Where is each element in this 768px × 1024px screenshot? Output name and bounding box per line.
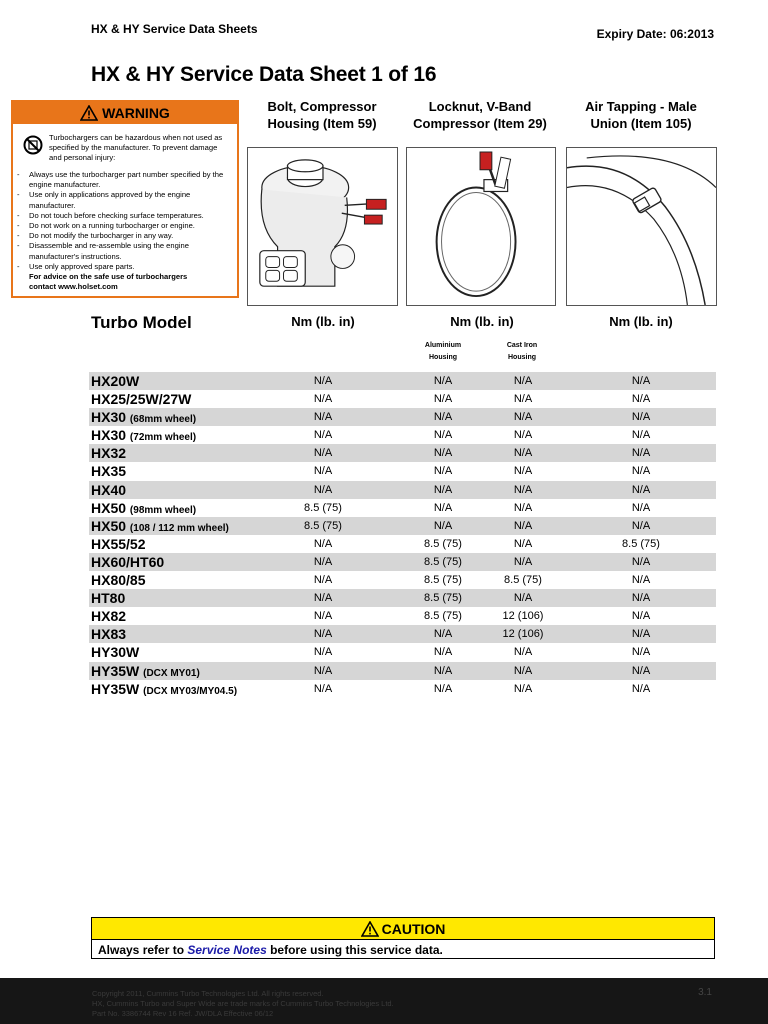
model-name: HX55/52 — [91, 535, 146, 552]
footer-copyright: Copyright 2011, Cummins Turbo Technologies Ltd. All rights reserved. — [92, 989, 324, 998]
cast-iron-value: N/A — [513, 555, 533, 568]
air-tapping-union-illustration — [566, 147, 717, 306]
air-tapping-value: N/A — [631, 592, 651, 605]
bolt-value: N/A — [313, 610, 333, 623]
air-tapping-value: 8.5 (75) — [622, 537, 660, 550]
bolt-value: N/A — [313, 646, 333, 659]
table-row — [89, 553, 716, 571]
cast-iron-value: N/A — [513, 375, 533, 387]
aluminium-value: 8.5 (75) — [424, 574, 462, 587]
aluminium-value: N/A — [433, 429, 453, 442]
model-note: (108 / 112 mm wheel) — [129, 522, 229, 534]
model-note: (68mm wheel) — [129, 414, 197, 426]
aluminium-value: N/A — [433, 682, 453, 695]
air-tapping-value: N/A — [631, 411, 651, 424]
warning-advice-line1: For advice on the safe use of turbochargers — [29, 272, 188, 282]
warning-intro — [13, 126, 237, 166]
header-section-title: HX & HY Service Data Sheets — [91, 22, 258, 36]
warning-intro-text: Turbochargers can be hazardous when not used as specified by the manufacturer. To prevent damage and personal injury: — [49, 133, 223, 162]
cast-iron-value: N/A — [513, 501, 533, 514]
turbocharger-drawing — [248, 148, 397, 305]
bolt-value: N/A — [313, 628, 333, 641]
turbo-model-header: Turbo Model — [91, 313, 192, 332]
model-cell — [91, 681, 237, 700]
air-tapping-value: N/A — [631, 519, 651, 532]
model-name: HX30 — [91, 409, 127, 426]
aluminium-value: N/A — [433, 447, 453, 460]
model-name: HX25/25W/27W — [91, 391, 192, 408]
table-row — [89, 408, 716, 426]
air-tapping-value: N/A — [631, 483, 651, 496]
footer-part-number: Part No. 3386744 Rev 16 Ref. JW/DLA Effective 06/12 — [92, 1009, 274, 1018]
table-row — [89, 680, 716, 698]
torque-table — [89, 372, 716, 698]
warning-header — [13, 102, 237, 126]
table-row — [89, 589, 716, 607]
model-name: HY35W — [91, 680, 140, 697]
warning-item: - Use only approved spare parts. — [17, 262, 231, 272]
column-header-line: Union (Item 105) — [590, 116, 692, 131]
cast-iron-value: 12 (106) — [502, 610, 544, 623]
aluminium-value: N/A — [433, 664, 453, 677]
footer — [0, 978, 768, 1024]
air-tapping-value: N/A — [631, 628, 651, 641]
column-header-line: Locknut, V-Band — [428, 99, 532, 114]
bolt-value: N/A — [313, 447, 333, 460]
model-name: HX20W — [91, 373, 140, 389]
model-name: HT80 — [91, 590, 126, 607]
table-row — [89, 517, 716, 535]
bolt-value: N/A — [313, 555, 333, 568]
caution-triangle-icon — [361, 921, 379, 937]
cast-iron-value: N/A — [513, 483, 533, 496]
cast-iron-value: N/A — [513, 465, 533, 478]
footer-page-number: 3.1 — [698, 987, 712, 998]
aluminium-value: 8.5 (75) — [424, 592, 462, 605]
model-name: HX35 — [91, 463, 127, 480]
aluminium-value: N/A — [433, 501, 453, 514]
model-name: HY30W — [91, 644, 140, 661]
air-tapping-value: N/A — [631, 646, 651, 659]
unit-header-locknut: Nm (lb. in) — [450, 314, 514, 329]
bolt-value: N/A — [313, 411, 333, 424]
aluminium-value: N/A — [433, 393, 453, 406]
bolt-value: 8.5 (75) — [304, 519, 342, 532]
footer-trademarks: HX, Cummins Turbo and Super Wide are trade marks of Cummins Turbo Technologies Ltd. — [92, 999, 394, 1008]
air-tapping-value: N/A — [631, 682, 651, 695]
warning-box — [11, 100, 239, 298]
table-row — [89, 499, 716, 517]
air-tapping-value: N/A — [631, 555, 651, 568]
column-header-locknut — [404, 98, 556, 132]
no-touch-icon — [23, 135, 43, 155]
cast-iron-value: N/A — [513, 646, 533, 659]
expiry-date: Expiry Date: 06:2013 — [596, 27, 714, 41]
model-name: HX32 — [91, 445, 127, 462]
aluminium-value: 8.5 (75) — [424, 610, 462, 623]
table-row — [89, 662, 716, 680]
model-note: (DCX MY03/MY04.5) — [143, 685, 238, 697]
aluminium-value: N/A — [433, 465, 453, 478]
air-tapping-value: N/A — [631, 447, 651, 460]
cast-iron-value: 12 (106) — [502, 628, 544, 641]
warning-title: WARNING — [102, 105, 170, 121]
model-note: (98mm wheel) — [129, 504, 197, 516]
table-row — [89, 643, 716, 661]
air-tapping-drawing — [567, 148, 716, 305]
bolt-value: 8.5 (75) — [304, 501, 342, 514]
bolt-value: N/A — [313, 393, 333, 406]
model-name: HY35W — [91, 662, 140, 679]
v-band-clamp-drawing — [407, 148, 555, 305]
table-row — [89, 462, 716, 480]
model-name: HX83 — [91, 626, 127, 643]
cast-iron-value: N/A — [513, 592, 533, 605]
v-band-clamp-illustration — [406, 147, 556, 306]
caution-title: CAUTION — [381, 920, 446, 937]
cast-iron-value: N/A — [513, 537, 533, 550]
warning-advice-line2: contact www.holset.com — [29, 282, 118, 292]
column-header-line: Air Tapping - Male — [585, 99, 697, 114]
warning-item: - Do not touch before checking surface temperatures. — [17, 211, 231, 221]
caution-text-after: before using this service data. — [266, 943, 443, 957]
air-tapping-value: N/A — [631, 375, 651, 387]
warning-item: - Do not work on a running turbocharger or engine. — [17, 221, 231, 231]
cast-iron-value: N/A — [513, 682, 533, 695]
service-notes-link[interactable]: Service Notes — [187, 943, 267, 957]
column-header-line: Compressor (Item 29) — [413, 116, 547, 131]
table-row — [89, 481, 716, 499]
warning-item: - Do not modify the turbocharger in any way. — [17, 231, 231, 241]
caution-header — [92, 918, 714, 940]
table-row — [89, 444, 716, 462]
aluminium-value: 8.5 (75) — [424, 537, 462, 550]
table-row — [89, 426, 716, 444]
column-header-line: Bolt, Compressor — [267, 99, 377, 114]
model-name: HX30 — [91, 427, 127, 444]
caution-box — [91, 917, 715, 959]
bolt-value: N/A — [313, 429, 333, 442]
air-tapping-value: N/A — [631, 465, 651, 478]
cast-iron-value: N/A — [513, 429, 533, 442]
page-title: HX & HY Service Data Sheet 1 of 16 — [91, 63, 437, 86]
caution-text-before: Always refer to — [98, 943, 188, 957]
subheader-line: Aluminium — [424, 342, 462, 349]
model-name: HX80/85 — [91, 572, 146, 589]
bolt-value: N/A — [313, 483, 333, 496]
aluminium-value: N/A — [433, 646, 453, 659]
model-note: (72mm wheel) — [129, 432, 197, 444]
model-name: HX82 — [91, 608, 127, 625]
table-row — [89, 390, 716, 408]
bolt-value: N/A — [313, 592, 333, 605]
warning-item: - Disassemble and re-assemble using the engine manufacturer's instructions. — [17, 241, 231, 261]
warning-item: - Always use the turbocharger part number specified by the engine manufacturer. — [17, 170, 231, 190]
air-tapping-value: N/A — [631, 393, 651, 406]
air-tapping-value: N/A — [631, 574, 651, 587]
air-tapping-value: N/A — [631, 610, 651, 623]
table-row — [89, 372, 716, 390]
subheader-line: Housing — [508, 354, 536, 361]
air-tapping-value: N/A — [631, 501, 651, 514]
aluminium-value: 8.5 (75) — [424, 555, 462, 568]
turbocharger-illustration — [247, 147, 398, 306]
air-tapping-value: N/A — [631, 429, 651, 442]
column-header-air-tapping — [562, 98, 720, 132]
aluminium-value: N/A — [433, 628, 453, 641]
model-name: HX50 — [91, 499, 127, 516]
bolt-value: N/A — [313, 465, 333, 478]
cast-iron-value: 8.5 (75) — [504, 574, 542, 587]
cast-iron-value: N/A — [513, 393, 533, 406]
bolt-value: N/A — [313, 574, 333, 587]
subheader-cast-iron — [487, 340, 557, 364]
subheader-aluminium — [408, 340, 478, 364]
model-note: (DCX MY01) — [143, 667, 200, 679]
aluminium-value: N/A — [433, 375, 453, 387]
warning-list — [13, 166, 237, 272]
subheader-line: Cast Iron — [506, 342, 538, 349]
aluminium-value: N/A — [433, 519, 453, 532]
unit-header-air-tapping: Nm (lb. in) — [609, 314, 673, 329]
caution-text — [92, 940, 714, 960]
column-header-line: Housing (Item 59) — [267, 116, 377, 131]
cast-iron-value: N/A — [513, 411, 533, 424]
aluminium-value: N/A — [433, 411, 453, 424]
subheader-line: Housing — [429, 354, 457, 361]
air-tapping-value: N/A — [631, 664, 651, 677]
table-row — [89, 535, 716, 553]
bolt-value: N/A — [313, 682, 333, 695]
model-name: HX60/HT60 — [91, 553, 165, 570]
warning-item: - Use only in applications approved by the engine manufacturer. — [17, 190, 231, 210]
cast-iron-value: N/A — [513, 519, 533, 532]
table-row — [89, 607, 716, 625]
model-name: HX40 — [91, 481, 127, 498]
aluminium-value: N/A — [433, 483, 453, 496]
warning-triangle-icon — [80, 105, 98, 121]
bolt-value: N/A — [313, 537, 333, 550]
model-name: HX50 — [91, 517, 127, 534]
cast-iron-value: N/A — [513, 447, 533, 460]
column-header-bolt — [246, 98, 398, 132]
unit-header-bolt: Nm (lb. in) — [291, 314, 355, 329]
table-row — [89, 625, 716, 643]
cast-iron-value: N/A — [513, 664, 533, 677]
bolt-value: N/A — [313, 375, 333, 387]
bolt-value: N/A — [313, 664, 333, 677]
table-row — [89, 571, 716, 589]
